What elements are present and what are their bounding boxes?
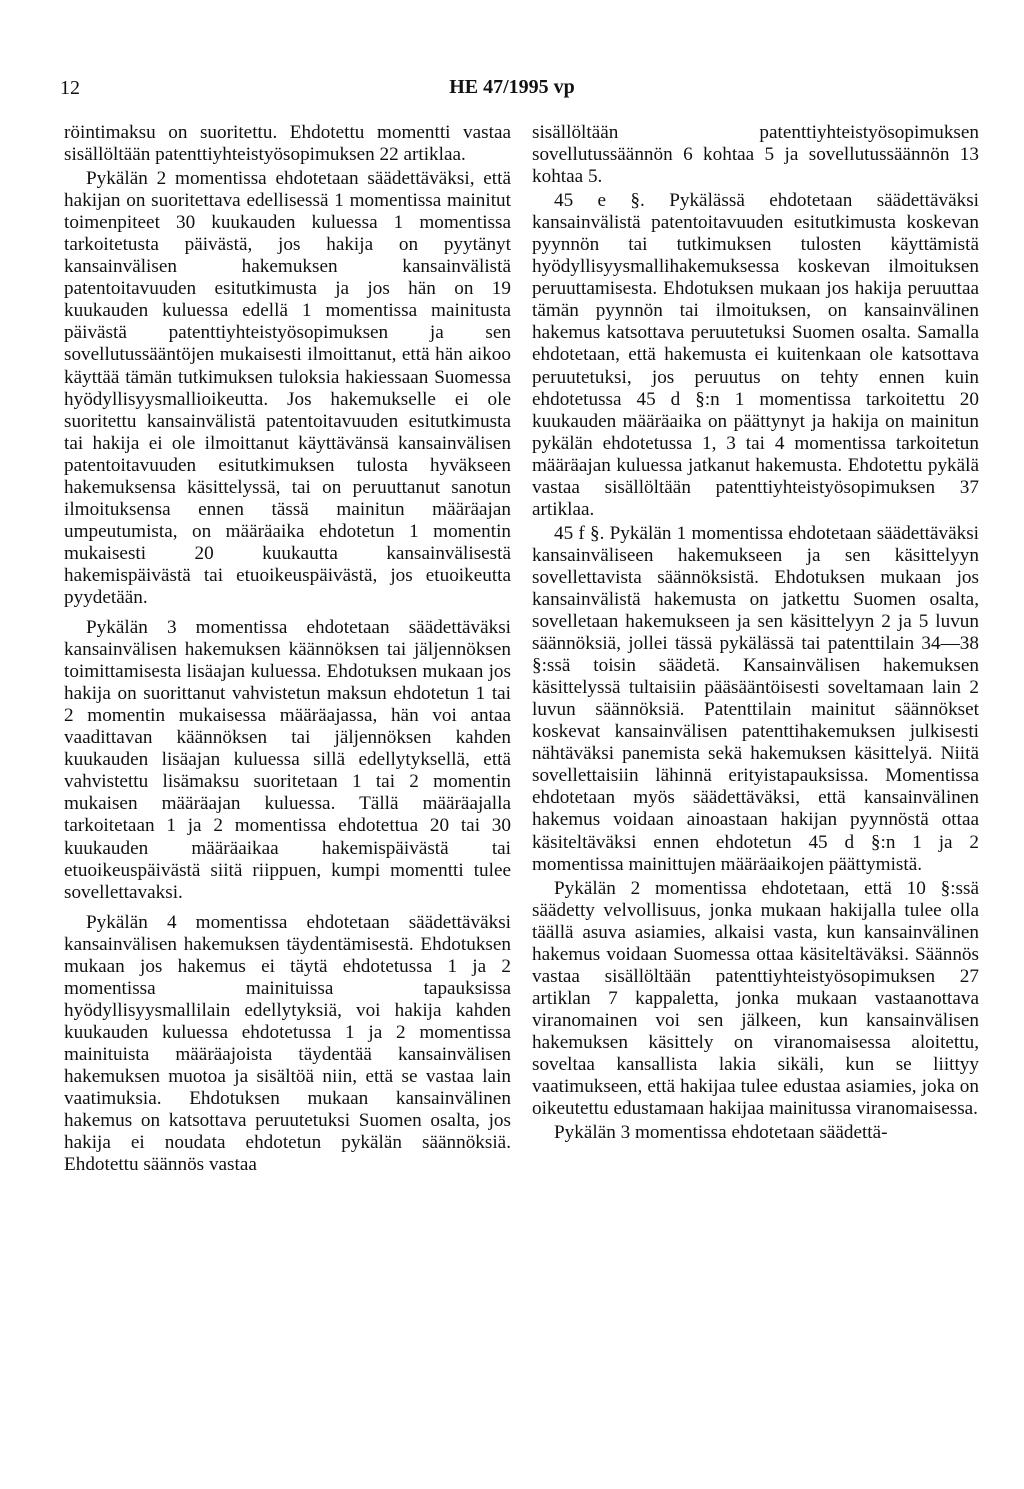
right-column (532, 122, 979, 1152)
paragraph: 45 f §. Pykälän 1 momentissa ehdotetaan säädettäväksi kansainväliseen hakemukseen ja sen käsittelyyn sovellettavista säännöksistä. Ehdotuksen mukaan jos kansainvälistä hakemusta on jatkettu Suomen osalta, sovelletaan hakemukseen ja sen käsittelyyn 2 ja 5 luvun säännöksiä, jollei tässä pykälässä tai patenttilain 34—38 §:ssä toisin säädetä. Kansainvälisen hakemuksen käsittelyssä tultaisiin pääsääntöisesti soveltamaan lain 2 luvun säännöksiä. Patenttilain mainitut säännökset koskevat kansainvälisen patenttihakemuksen julkisesti nähtäväksi panemista sekä hakemuksen käsittelyä. Niitä sovellettaisiin lähinnä erityistapauksissa. Momentissa ehdotetaan myös säädettäväksi, että kansainvälinen hakemus voidaan ainoastaan hakijan pyynnöstä ottaa käsiteltäväksi ennen ehdotetun 45 d §:n 1 ja 2 momentissa mainittujen määräaikojen päättymistä. (532, 522, 979, 875)
paragraph: Pykälän 3 momentissa ehdotetaan säädettäväksi kansainvälisen hakemuksen käännöksen tai jäljennöksen toimittamisesta lisäajan kuluessa. Ehdotuksen mukaan jos hakija on suorittanut vahvistetun maksun ehdotetun 1 tai 2 momentin mukaisessa määräajassa, hän voi antaa vaadittavan käännöksen tai jäljennöksen kahden kuukauden lisäajan kuluessa sillä edellytyksellä, että vahvistettu lisämaksu suoritetaan 1 tai 2 momentin mukaisen määräajan kuluessa. Tällä määräajalla tarkoitetaan 1 ja 2 momentissa ehdotettua 20 tai 30 kuukauden määräaikaa hakemispäivästä tai etuoikeuspäivästä siitä riippuen, kumpi momentti tulee sovellettavaksi. (64, 617, 511, 903)
paragraph: Pykälän 2 momentissa ehdotetaan, että 10 §:ssä säädetty velvollisuus, jonka mukaan hakijalla tulee olla täällä asuva asiamies, alkaisi vasta, kun kansainvälinen hakemus voidaan Suomessa ottaa käsiteltäväksi. Säännös vastaa sisällöltään patenttiyhteistyösopimuksen 27 artiklan 7 kappaletta, jonka mukaan vastaanottava viranomainen voi sen jälkeen, kun kansainvälisen hakemuksen käsittely on viranomaisessa aloitettu, soveltaa kansallista lakia sikäli, kun se liittyy vaatimukseen, että hakijaa tulee edustaa asiamies, joka on oikeutettu edustamaan hakijaa mainitussa viranomaisessa. (532, 877, 979, 1120)
running-head: HE 47/1995 vp (449, 76, 575, 98)
paragraph: Pykälän 3 momentissa ehdotetaan säädettä- (554, 1122, 888, 1144)
paragraph: Pykälän 2 momentissa ehdotetaan säädettäväksi, että hakijan on suoritettava edellisessä 1 momentissa mainitut toimenpiteet 30 kuukauden kuluessa 1 momentissa tarkoitetusta päivästä, jos hakija on pyytänyt kansainvälisen hakemuksen kansainvälistä patentoitavuuden esitutkimusta ja jos hän on 19 kuukauden kuluessa edellä 1 momentissa mainitusta päivästä patenttiyhteistyösopimuksen ja sen sovellutussääntöjen mukaisesti ilmoittanut, että hän aikoo käyttää tämän tutkimuksen tuloksia hakiessaan Suomessa hyödyllisyysmallioikeutta. Jos hakemukselle ei ole suoritettu kansainvälistä patentoitavuuden esitutkimusta tai hakija ei ole ilmoittanut käyttävänsä kansainvälisen patentoitavuuden esitutkimuksen tulosta hyväkseen hakemuksensa käsittelyssä, tai on peruuttanut sanotun ilmoituksensa ennen tässä mainitun määräajan umpeutumista, on määräaika ehdotetun 1 momentin mukaisesti 20 kuukautta kansainvälisestä hakemispäivästä tai etuoikeuspäivästä, jos etuoikeutta pyydetään. (64, 168, 511, 608)
paragraph: Pykälän 4 momentissa ehdotetaan säädettäväksi kansainvälisen hakemuksen täydentämisestä. Ehdotuksen mukaan jos hakemus ei täytä ehdotetussa 1 ja 2 momentissa mainituissa tapauksissa hyödyllisyysmallilain edellytyksiä, voi hakija kahden kuukauden kuluessa ehdotetussa 1 ja 2 momentissa mainituista määräajoista täydentää kansainvälisen hakemuksen muotoa ja sisältöä niin, että se vastaa lain vaatimuksia. Ehdotuksen mukaan kansainvälinen hakemus on katsottava peruutetuksi Suomen osalta, jos hakija ei noudata ehdotetun pykälän säännöksiä. Ehdotettu säännös vastaa (64, 911, 511, 1176)
paragraph: sisällöltään patenttiyhteistyösopimuksen sovellutussäännön 6 kohtaa 5 ja sovellutussäännön 13 kohtaa 5. (532, 122, 979, 188)
paragraph: 45 e §. Pykälässä ehdotetaan säädettäväksi kansainvälistä patentoitavuuden esitutkimusta koskevan pyynnön tai tutkimuksen tulosten käyttämistä hyödyllisyysmallihakemuksessa koskevan ilmoituksen peruuttamisesta. Ehdotuksen mukaan jos hakija peruuttaa tämän pyynnön tai ilmoituksen, on kansainvälinen hakemus katsottava peruutetuksi Suomen osalta. Samalla ehdotetaan, että hakemusta ei kuitenkaan ole katsottava peruutetuksi, jos peruutus on tehty ennen kuin ehdotetussa 45 d §:n 1 momentissa tarkoitettu 20 kuukauden määräaika on päättynyt ja hakija on mainitun pykälän ehdotetussa 1, 3 tai 4 momentissa tarkoitetun määräajan kuluessa jatkanut hakemusta. Ehdotettu pykälä vastaa sisällöltään patenttiyhteistyösopimuksen 37 artiklaa. (532, 190, 979, 520)
paragraph: röintimaksu on suoritettu. Ehdotettu momentti vastaa sisällöltään patenttiyhteistyösopimuksen 22 artiklaa. (64, 122, 511, 166)
page-number: 12 (60, 77, 80, 99)
left-column (64, 122, 511, 1184)
